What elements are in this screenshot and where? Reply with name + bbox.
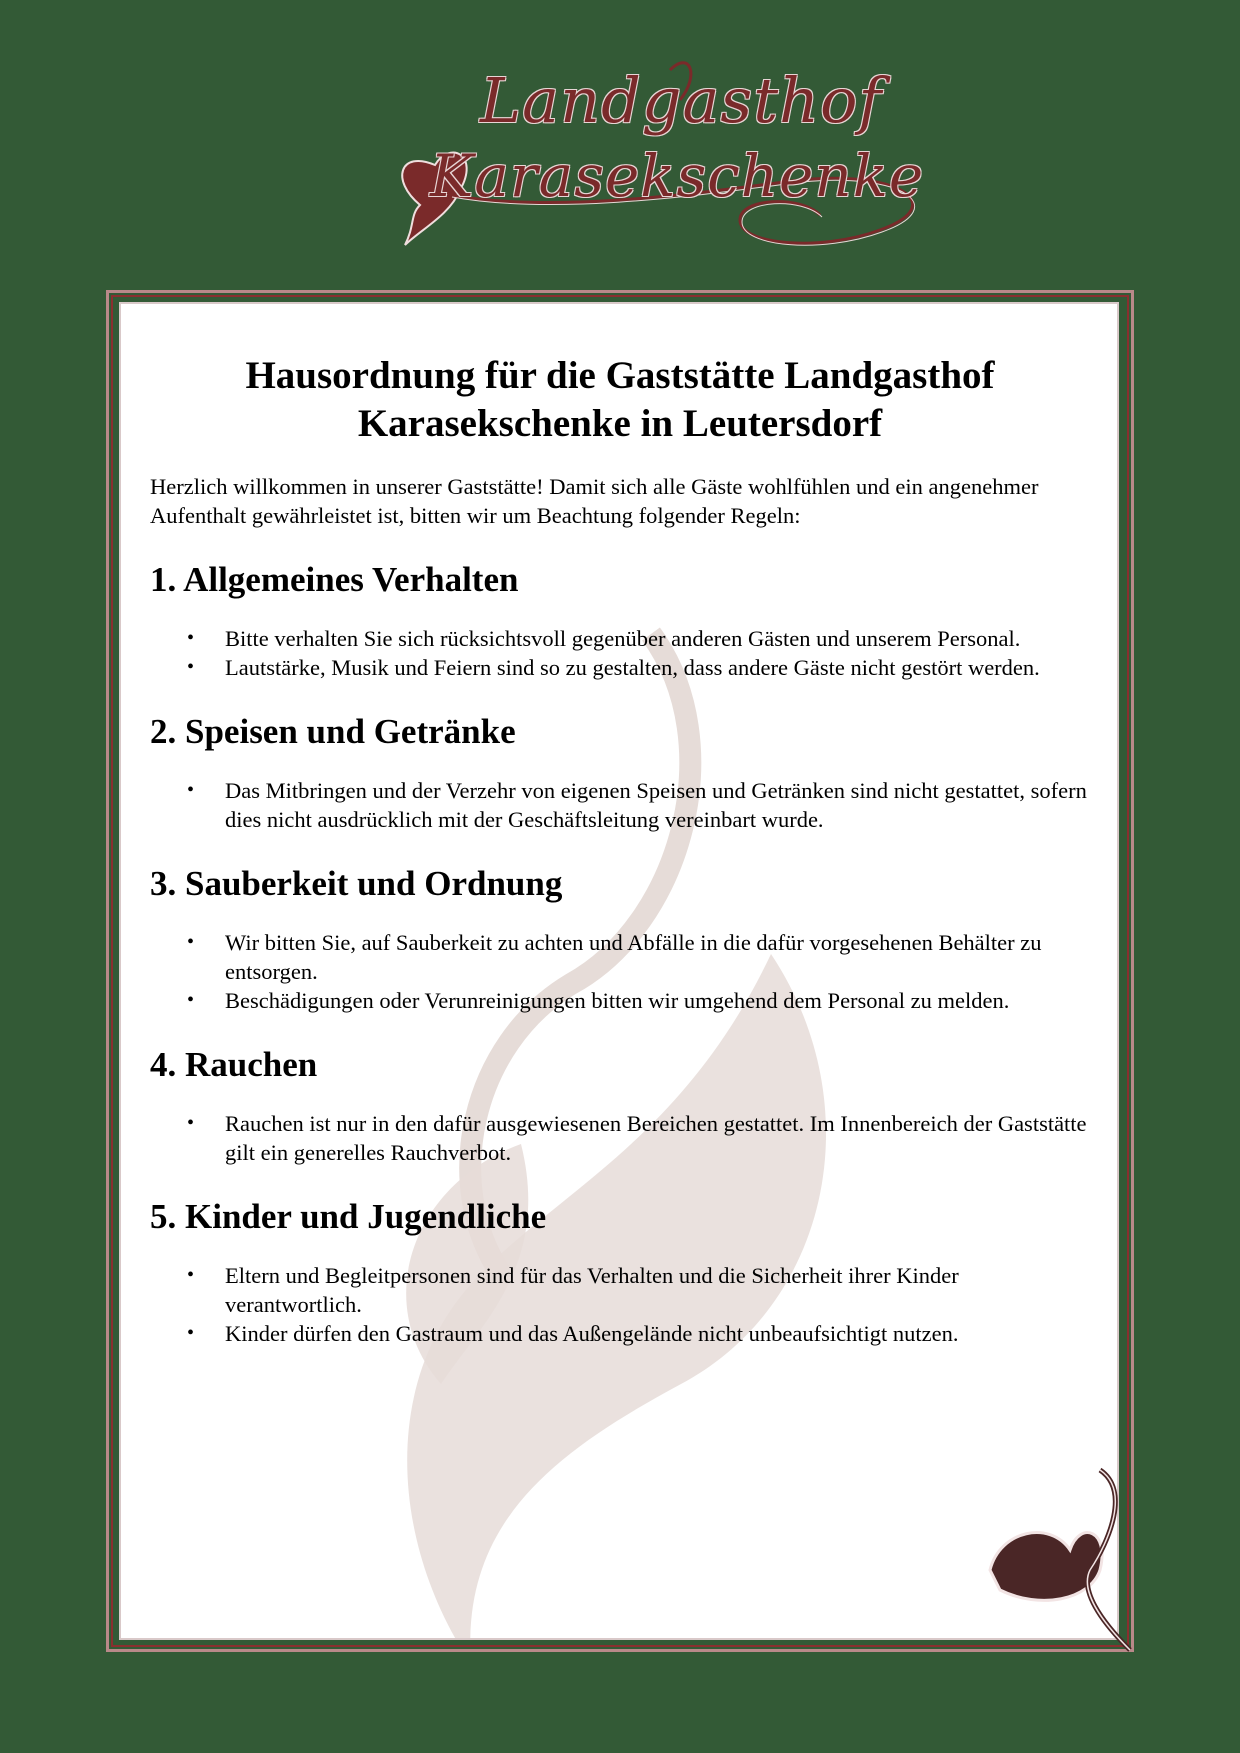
section-heading-4: 4. Rauchen: [150, 1045, 318, 1084]
section-list-5: [150, 1261, 1090, 1348]
section-list-1: [150, 624, 1090, 682]
corner-ornament-icon: [980, 1460, 1150, 1660]
list-item: • Eltern und Begleitpersonen sind für das Verhalten und die Sicherheit ihrer Kinder verantwortlich.: [225, 1261, 1090, 1319]
intro-text: Herzlich willkommen in unserer Gaststätte! Damit sich alle Gäste wohlfühlen und ein angenehmer Aufenthalt gewährleistet ist, bitten wir um Beachtung folgender Regeln:: [150, 474, 1039, 528]
section-heading-5: 5. Kinder und Jugendliche: [150, 1197, 547, 1236]
section-list-3: [150, 928, 1090, 1015]
list-item: • Rauchen ist nur in den dafür ausgewiesenen Bereichen gestattet. Im Innenbereich der Gaststätte gilt ein generelles Rauchverbot.: [225, 1109, 1090, 1167]
list-item: • Kinder dürfen den Gastraum und das Außengelände nicht unbeaufsichtigt nutzen.: [225, 1319, 1090, 1348]
list-item: • Lautstärke, Musik und Feiern sind so zu gestalten, dass andere Gäste nicht gestört werden.: [225, 653, 1090, 682]
logo-line-2: Karasekschenke: [430, 142, 925, 210]
section-heading-2: 2. Speisen und Getränke: [150, 712, 516, 751]
document-paper: [119, 302, 1119, 1640]
list-item: • Wir bitten Sie, auf Sauberkeit zu achten und Abfälle in die dafür vorgesehenen Behälter zu entsorgen.: [225, 928, 1090, 986]
page-title: Hausordnung für die Gaststätte Landgasthof Karasekschenke in Leutersdorf: [245, 354, 995, 445]
section-heading-1: 1. Allgemeines Verhalten: [150, 560, 519, 599]
section-list-2: [150, 776, 1090, 834]
logo: [380, 30, 960, 270]
list-item: • Das Mitbringen und der Verzehr von eigenen Speisen und Getränken sind nicht gestattet, sofern dies nicht ausdrücklich mit der Geschäftsleitung vereinbart wurde.: [225, 776, 1090, 834]
section-heading-3: 3. Sauberkeit und Ordnung: [150, 864, 563, 903]
list-item: • Beschädigungen oder Verunreinigungen bitten wir umgehend dem Personal zu melden.: [225, 986, 1090, 1015]
logo-line-1: Landgasthof: [480, 64, 883, 137]
document-content: [150, 352, 1090, 1348]
list-item: • Bitte verhalten Sie sich rücksichtsvoll gegenüber anderen Gästen und unserem Personal.: [225, 624, 1090, 653]
section-list-4: [150, 1109, 1090, 1167]
